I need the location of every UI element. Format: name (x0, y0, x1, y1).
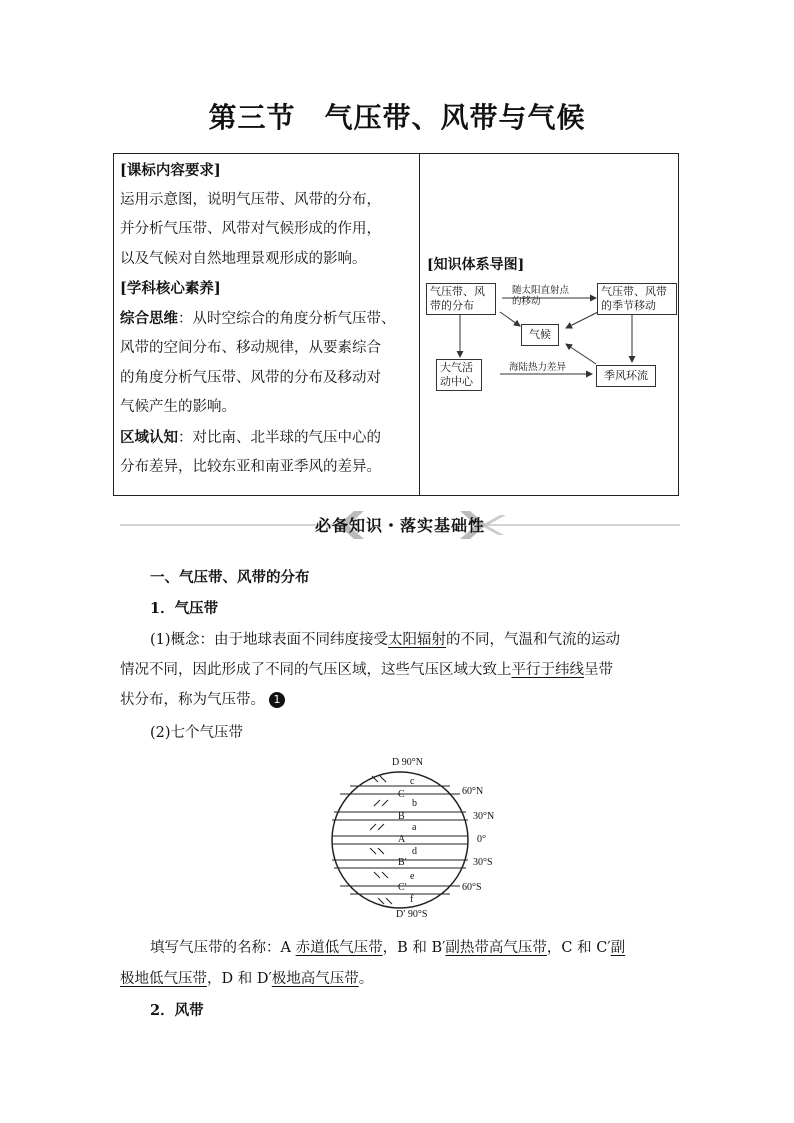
literacy-line: 气候产生的影响。 (120, 399, 236, 415)
curriculum-line: 运用示意图，说明气压带、风带的分布， (120, 191, 381, 208)
curriculum-line: 并分析气压带、风带对气候形成的作用， (120, 221, 381, 237)
label-sun-movement: 随太阳直射点 的移动 (512, 285, 570, 307)
knowledge-map-heading: [知识体系导图] (427, 257, 525, 273)
label-land-sea-contrast: 海陆热力差异 (509, 362, 567, 373)
wind-belt-f: f (410, 894, 414, 905)
section-heading: 一、气压带、风带的分布 (150, 569, 310, 586)
footnote-marker[interactable]: 1 (269, 692, 285, 708)
literacy-line: 综合思维：从时空综合的角度分析气压带、 (120, 309, 396, 327)
requirements-column (120, 156, 416, 483)
wind-belt-c: c (410, 776, 415, 787)
belt-b: B (398, 811, 405, 822)
literacy-line: 的角度分析气压带、风带的分布及移动对 (120, 369, 381, 386)
node-belt-distribution: 气压带、风 带的分布 (426, 283, 496, 315)
fill-in-answer: 填写气压带的名称：A 赤道低气压带，B 和 B′副热带高气压带，C 和 C′副 (150, 940, 626, 956)
subsection-heading: 1．气压带 (150, 600, 219, 617)
page-title: 第三节 气压带、风带与气候 (208, 101, 586, 134)
wind-belt-heading: 2．风带 (150, 1002, 204, 1019)
node-seasonal-movement: 气压带、风带 的季节移动 (597, 283, 677, 315)
node-monsoon: 季风环流 (596, 365, 656, 387)
seven-belts-heading: (2)七个气压带 (150, 725, 244, 741)
curriculum-heading: [课标内容要求] (120, 162, 221, 179)
wind-belt-e: e (410, 871, 415, 882)
literacy-line: 区域认知：对比南、北半球的气压中心的 (120, 428, 381, 446)
node-climate: 气候 (521, 324, 559, 346)
lat-60n: 60°N (462, 786, 484, 797)
wind-belt-a: a (412, 822, 417, 833)
summary-table (113, 153, 679, 496)
globe-pole-north: D 90°N (392, 757, 423, 768)
lat-30n: 30°N (473, 811, 495, 822)
belt-b-prime: B′ (398, 857, 407, 868)
banner-title: 必备知识・落实基础性 (314, 516, 485, 535)
belt-c-prime: C′ (398, 882, 407, 893)
wind-belt-d: d (412, 846, 417, 857)
wind-belt-b: b (412, 798, 417, 809)
belt-c: C (398, 789, 405, 800)
concept-paragraph-cont: 情况不同，因此形成了不同的气压区域，这些气压区域大致上平行于纬线呈带 状分布，称为气压带。 1 (120, 662, 613, 708)
literacy-line: 分布差异，比较东亚和南亚季风的差异。 (120, 459, 381, 475)
fill-in-answer-cont: 极地低气压带，D 和 D′极地高气压带。 (120, 971, 374, 987)
lat-30s: 30°S (473, 857, 493, 868)
literacy-line: 风带的空间分布、移动规律，从要素综合 (120, 340, 381, 356)
literacy-heading: [学科核心素养] (120, 280, 221, 297)
node-pressure-center: 大气活 动中心 (436, 359, 482, 391)
concept-paragraph: (1)概念：由于地球表面不同纬度接受太阳辐射的不同，气温和气流的运动 (150, 632, 621, 648)
curriculum-line: 以及气候对自然地理景观形成的影响。 (120, 250, 367, 267)
lat-0: 0° (477, 834, 486, 845)
section-banner (120, 508, 680, 542)
belt-a: A (398, 834, 406, 845)
lat-60s: 60°S (462, 882, 482, 893)
globe-pole-south: D′ 90°S (396, 909, 428, 920)
